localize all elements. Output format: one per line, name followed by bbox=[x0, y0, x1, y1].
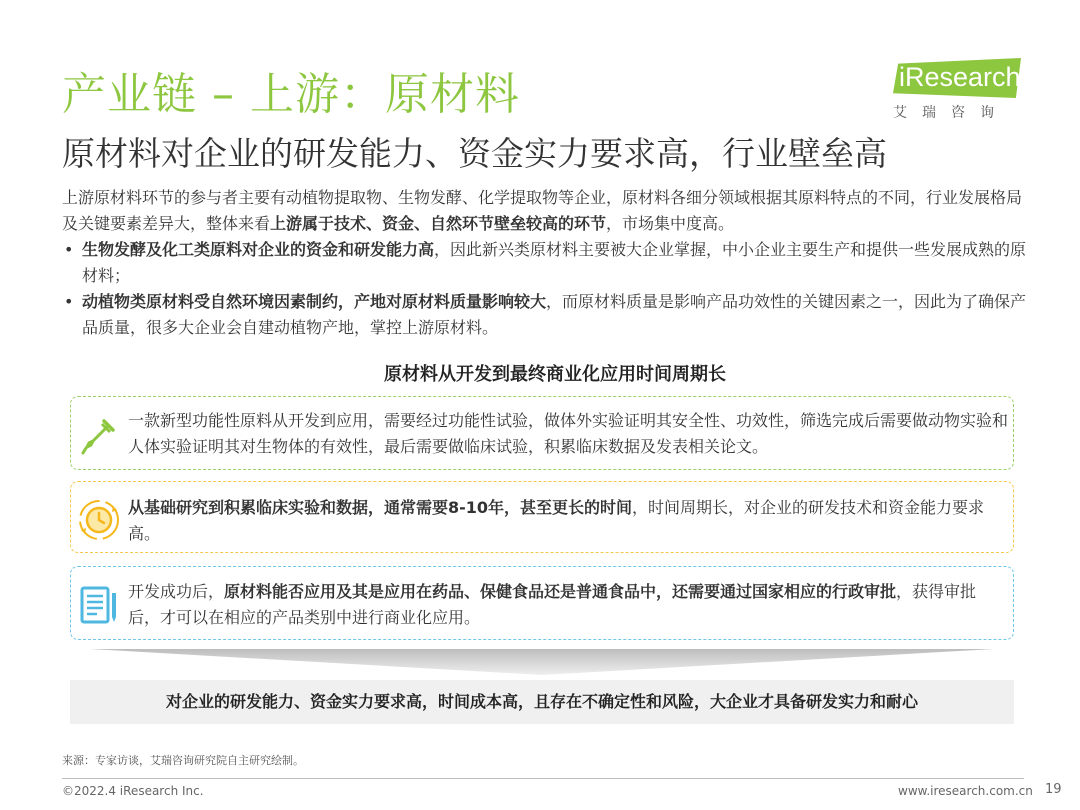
approval-text bbox=[128, 579, 1008, 631]
development-process-text: 一款新型功能性原料从开发到应用，需要经过功能性试验，做体外实验证明其安全性、功效性，筛选完成后需要做动物实验和人体实验证明其对生物体的有效性，最后需要做临床试验，积累临床数据及发表相关论文。 bbox=[128, 411, 1009, 456]
intro-p1-part1: 上游原材料环节的参与者主要有动植物提取物、生物发酵、化学提取物等企业，原材料各细分领域根据其原料特点的不同，行业发展格局及关键要素差异大，整体来看 bbox=[62, 188, 1023, 233]
logo-text: iResearch bbox=[899, 62, 1021, 92]
arrow-wedge bbox=[70, 649, 1014, 675]
clock-cycle-icon bbox=[77, 498, 121, 542]
page-subtitle: 原材料对企业的研发能力、资金实力要求高，行业壁垒高 bbox=[62, 134, 887, 173]
approval-rest: ，获得审批后，才可以在相应的产品类别中进行商业化应用。 bbox=[128, 582, 977, 627]
bullet-1-text: ，因此新兴类原材料主要被大企业掌握，中小企业主要生产和提供一些发展成熟的原材料； bbox=[82, 240, 1027, 285]
footer-divider bbox=[62, 778, 1024, 779]
bullet-2-bold: 动植物类原材料受自然环境因素制约，产地对原材料质量影响较大 bbox=[82, 292, 547, 311]
bullet-item-2 bbox=[62, 289, 1037, 341]
approval-box bbox=[70, 566, 1014, 640]
conclusion-banner: 对企业的研发能力、资金实力要求高，时间成本高，且存在不确定性和风险，大企业才具备研发实力和耐心 bbox=[70, 680, 1014, 724]
website-link[interactable]: www.iresearch.com.cn bbox=[898, 784, 1033, 798]
document-pen-icon bbox=[77, 583, 121, 627]
time-period-rest: ，时间周期长，对企业的研发技术和资金能力要求高。 bbox=[128, 498, 985, 543]
page-title: 产业链 – 上游：原材料 bbox=[62, 69, 520, 120]
iresearch-logo bbox=[893, 58, 1023, 120]
bullet-dot: • bbox=[64, 292, 74, 311]
intro-text bbox=[62, 185, 1037, 341]
bullet-dot: • bbox=[64, 240, 74, 259]
intro-paragraph bbox=[62, 185, 1037, 237]
page-number: 19 bbox=[1045, 782, 1062, 797]
intro-p1-bold: 上游属于技术、资金、自然环节壁垒较高的环节 bbox=[270, 214, 607, 233]
time-period-text bbox=[128, 495, 1008, 547]
intro-p1-part2: ，市场集中度高。 bbox=[606, 214, 735, 233]
approval-bold: 原材料能否应用及其是应用在药品、保健食品还是普通食品中，还需要通过国家相应的行政审批 bbox=[224, 582, 897, 601]
bullet-2-text: ，而原材料质量是影响产品功效性的关键因素之一，因此为了确保产品质量，很多大企业会自建动植物产地，掌控上游原材料。 bbox=[82, 292, 1027, 337]
development-process-box bbox=[70, 396, 1014, 470]
time-period-bold: 从基础研究到积累临床实验和数据，通常需要8-10年，甚至更长的时间 bbox=[128, 498, 633, 517]
bullet-1-bold: 生物发酵及化工类原料对企业的资金和研发能力高 bbox=[82, 240, 435, 259]
time-period-box bbox=[70, 481, 1014, 553]
bullet-item-1 bbox=[62, 237, 1037, 289]
source-note: 来源：专家访谈，艾瑞咨询研究院自主研究绘制。 bbox=[62, 754, 304, 767]
dropper-icon bbox=[77, 413, 121, 457]
section-heading: 原材料从开发到最终商业化应用时间周期长 bbox=[384, 364, 726, 385]
approval-pre: 开发成功后， bbox=[128, 582, 225, 601]
logo-chinese-name: 艾瑞咨询 bbox=[893, 105, 1009, 121]
copyright: ©2022.4 iResearch Inc. bbox=[62, 784, 204, 798]
